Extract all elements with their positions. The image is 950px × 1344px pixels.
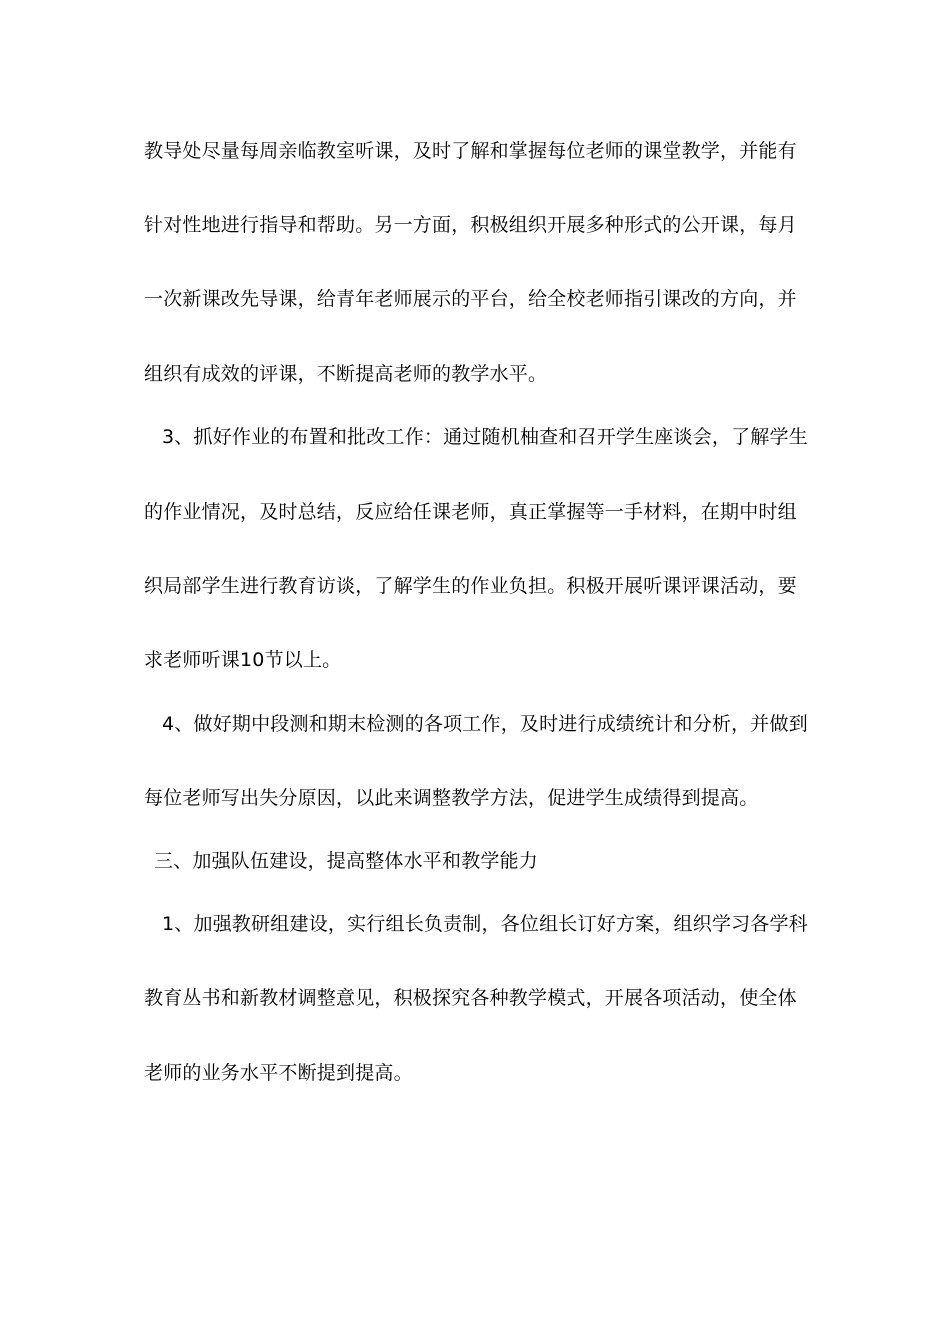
paragraph-line: 每位老师写出失分原因，以此来调整教学方法，促进学生成绩得到提高。 bbox=[144, 787, 759, 809]
paragraph-line: 老师的业务水平不断提到提高。 bbox=[144, 1062, 413, 1084]
paragraph-line: 求老师听课10节以上。 bbox=[144, 649, 342, 671]
paragraph-line: 针对性地进行指导和帮助。另一方面，积极组织开展多种形式的公开课，每月 bbox=[144, 214, 797, 236]
paragraph-line: 组织有成效的评课，不断提高老师的教学水平。 bbox=[144, 363, 548, 385]
list-item-3: 3、抓好作业的布置和批改工作：通过随机柚查和召开学生座谈会，了解学生 bbox=[162, 426, 808, 448]
list-item-1: 1、加强教研组建设，实行组长负责制，各位组长订好方案，组织学习各学科 bbox=[162, 913, 808, 935]
list-item-4: 4、做好期中段测和期末检测的各项工作，及时进行成绩统计和分析，并做到 bbox=[162, 713, 808, 735]
paragraph-line: 教导处尽量每周亲临教室听课，及时了解和掌握每位老师的课堂教学，并能有 bbox=[144, 140, 797, 162]
paragraph-line: 一次新课改先导课，给青年老师展示的平台，给全校老师指引课改的方向，并 bbox=[144, 288, 797, 310]
paragraph-line: 的作业情况，及时总结，反应给任课老师，真正掌握等一手材料，在期中时组 bbox=[144, 501, 797, 523]
paragraph-line: 织局部学生进行教育访谈，了解学生的作业负担。积极开展听课评课活动，要 bbox=[144, 575, 797, 597]
section-heading: 三、加强队伍建设，提高整体水平和教学能力 bbox=[154, 850, 539, 872]
paragraph-line: 教育丛书和新教材调整意见，积极探究各种教学模式，开展各项活动，使全体 bbox=[144, 987, 797, 1009]
